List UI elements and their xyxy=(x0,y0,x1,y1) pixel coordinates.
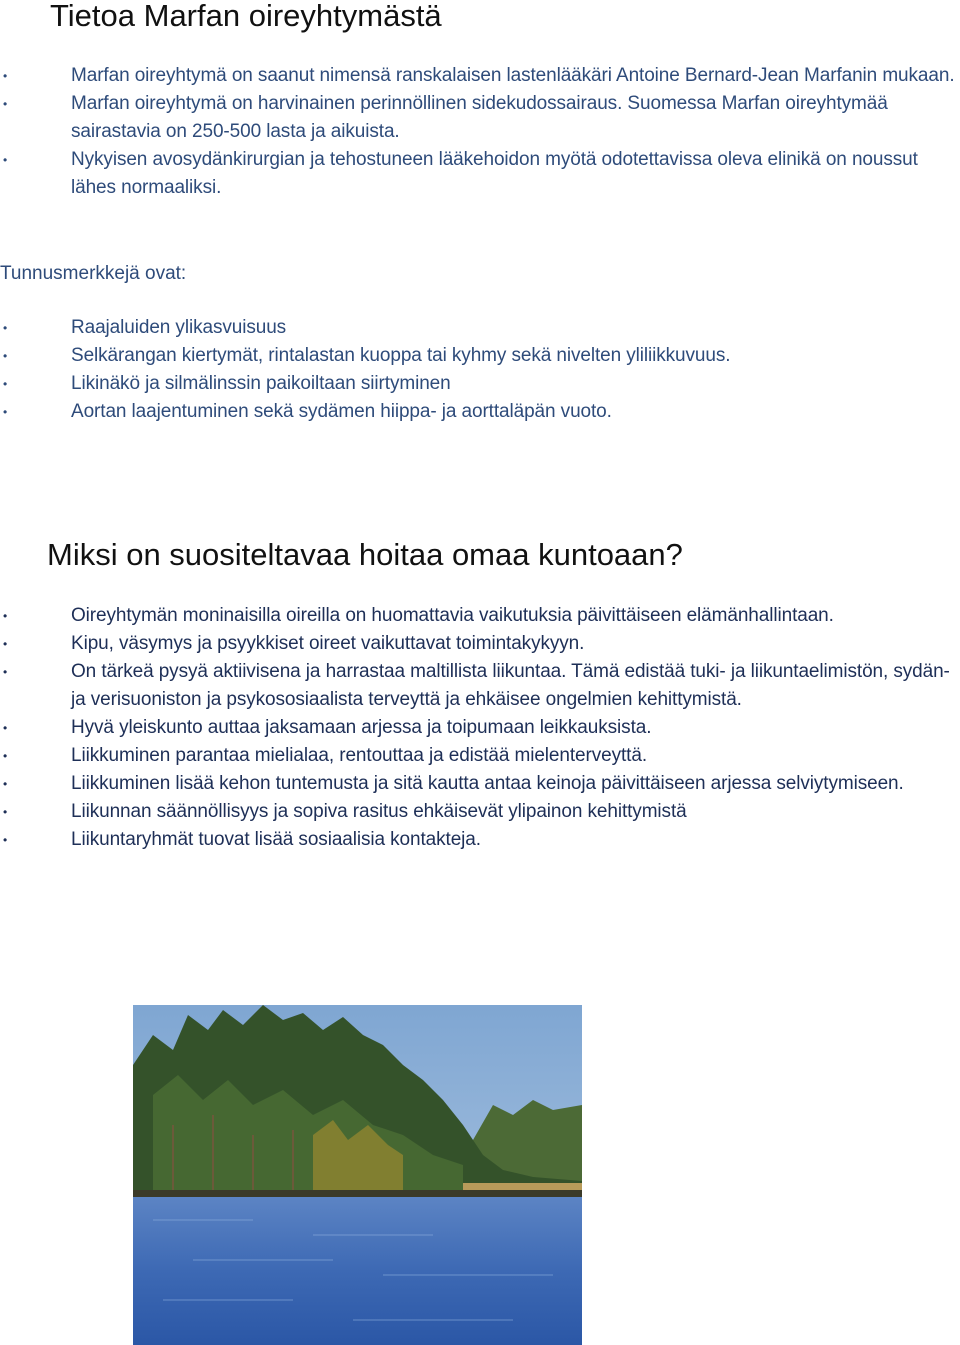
bullet-icon: • xyxy=(3,153,8,167)
list-item-text: Liikkuminen parantaa mielialaa, rentouttaa ja edistää mielenterveyttä. xyxy=(71,745,647,766)
list-item-text: Raajaluiden ylikasvuisuus xyxy=(71,317,287,338)
list-item-text: Marfan oireyhtymä on harvinainen perinnöllinen sidekudossairaus. Suomessa Marfan oireyhtymää sairastavia on 250-500 lasta ja aikuista. xyxy=(71,93,888,142)
bullet-icon: • xyxy=(3,69,8,83)
bullet-icon: • xyxy=(3,321,8,335)
signs-label: Tunnusmerkkejä ovat: xyxy=(0,263,187,284)
list-item xyxy=(0,630,960,658)
list-item xyxy=(0,742,960,770)
bullet-icon: • xyxy=(3,637,8,651)
lake-water xyxy=(133,1197,582,1345)
list-item-text: Nykyisen avosydänkirurgian ja tehostuneen lääkehoidon myötä odotettavissa oleva elinikä on noussut lähes normaaliksi. xyxy=(71,149,918,198)
list-item xyxy=(0,714,960,742)
bullet-icon: • xyxy=(3,749,8,763)
list-item xyxy=(0,146,960,202)
list-item xyxy=(0,62,960,90)
list-item xyxy=(0,398,960,426)
list-item-text: Selkärangan kiertymät, rintalastan kuoppa tai kyhmy sekä nivelten yliliikkuvuus. xyxy=(71,345,731,366)
list-item-text: Liikunnan säännöllisyys ja sopiva rasitus ehkäisevät ylipainon kehittymistä xyxy=(71,801,687,822)
list-item-text: Kipu, väsymys ja psyykkiset oireet vaikuttavat toimintakykyyn. xyxy=(71,633,585,654)
bullet-icon: • xyxy=(3,97,8,111)
list-item-text: On tärkeä pysyä aktiivisena ja harrastaa maltillista liikuntaa. Tämä edistää tuki- ja liikuntaelimistön, sydän- ja verisuoniston ja psykososiaalista terveyttä ja ehkäisee ongelmien kehittymistä. xyxy=(71,661,950,710)
list-item xyxy=(0,658,960,714)
bullet-icon: • xyxy=(3,721,8,735)
section-heading: Miksi on suositeltavaa hoitaa omaa kuntoaan? xyxy=(47,537,683,572)
list-item-text: Marfan oireyhtymä on saanut nimensä ranskalaisen lastenlääkäri Antoine Bernard-Jean Marfanin mukaan. xyxy=(71,65,955,86)
list-item-text: Liikkuminen lisää kehon tuntemusta ja sitä kautta antaa keinoja päivittäiseen arjessa selviytymiseen. xyxy=(71,773,904,794)
list-item-text: Likinäkö ja silmälinssin paikoiltaan siirtyminen xyxy=(71,373,451,394)
bullet-icon: • xyxy=(3,665,8,679)
list-item xyxy=(0,90,960,146)
list-item-text: Oireyhtymän moninaisilla oireilla on huomattavia vaikutuksia päivittäiseen elämänhallintaan. xyxy=(71,605,834,626)
bullet-icon: • xyxy=(3,777,8,791)
bullet-icon: • xyxy=(3,405,8,419)
list-item xyxy=(0,314,960,342)
bullet-icon: • xyxy=(3,349,8,363)
list-item xyxy=(0,370,960,398)
list-item xyxy=(0,770,960,798)
bullet-icon: • xyxy=(3,833,8,847)
benefits-list xyxy=(0,602,960,854)
about-list xyxy=(0,62,960,202)
bullet-icon: • xyxy=(3,377,8,391)
list-item-text: Aortan laajentuminen sekä sydämen hiippa- ja aorttaläpän vuoto. xyxy=(71,401,612,422)
lake-forest-photo xyxy=(133,1005,582,1345)
list-item xyxy=(0,602,960,630)
list-item-text: Liikuntaryhmät tuovat lisää sosiaalisia kontakteja. xyxy=(71,829,481,850)
list-item xyxy=(0,798,960,826)
signs-list xyxy=(0,314,960,426)
list-item xyxy=(0,826,960,854)
bullet-icon: • xyxy=(3,609,8,623)
list-item xyxy=(0,342,960,370)
list-item-text: Hyvä yleiskunto auttaa jaksamaan arjessa ja toipumaan leikkauksista. xyxy=(71,717,652,738)
bullet-icon: • xyxy=(3,805,8,819)
page-title: Tietoa Marfan oireyhtymästä xyxy=(50,0,442,33)
